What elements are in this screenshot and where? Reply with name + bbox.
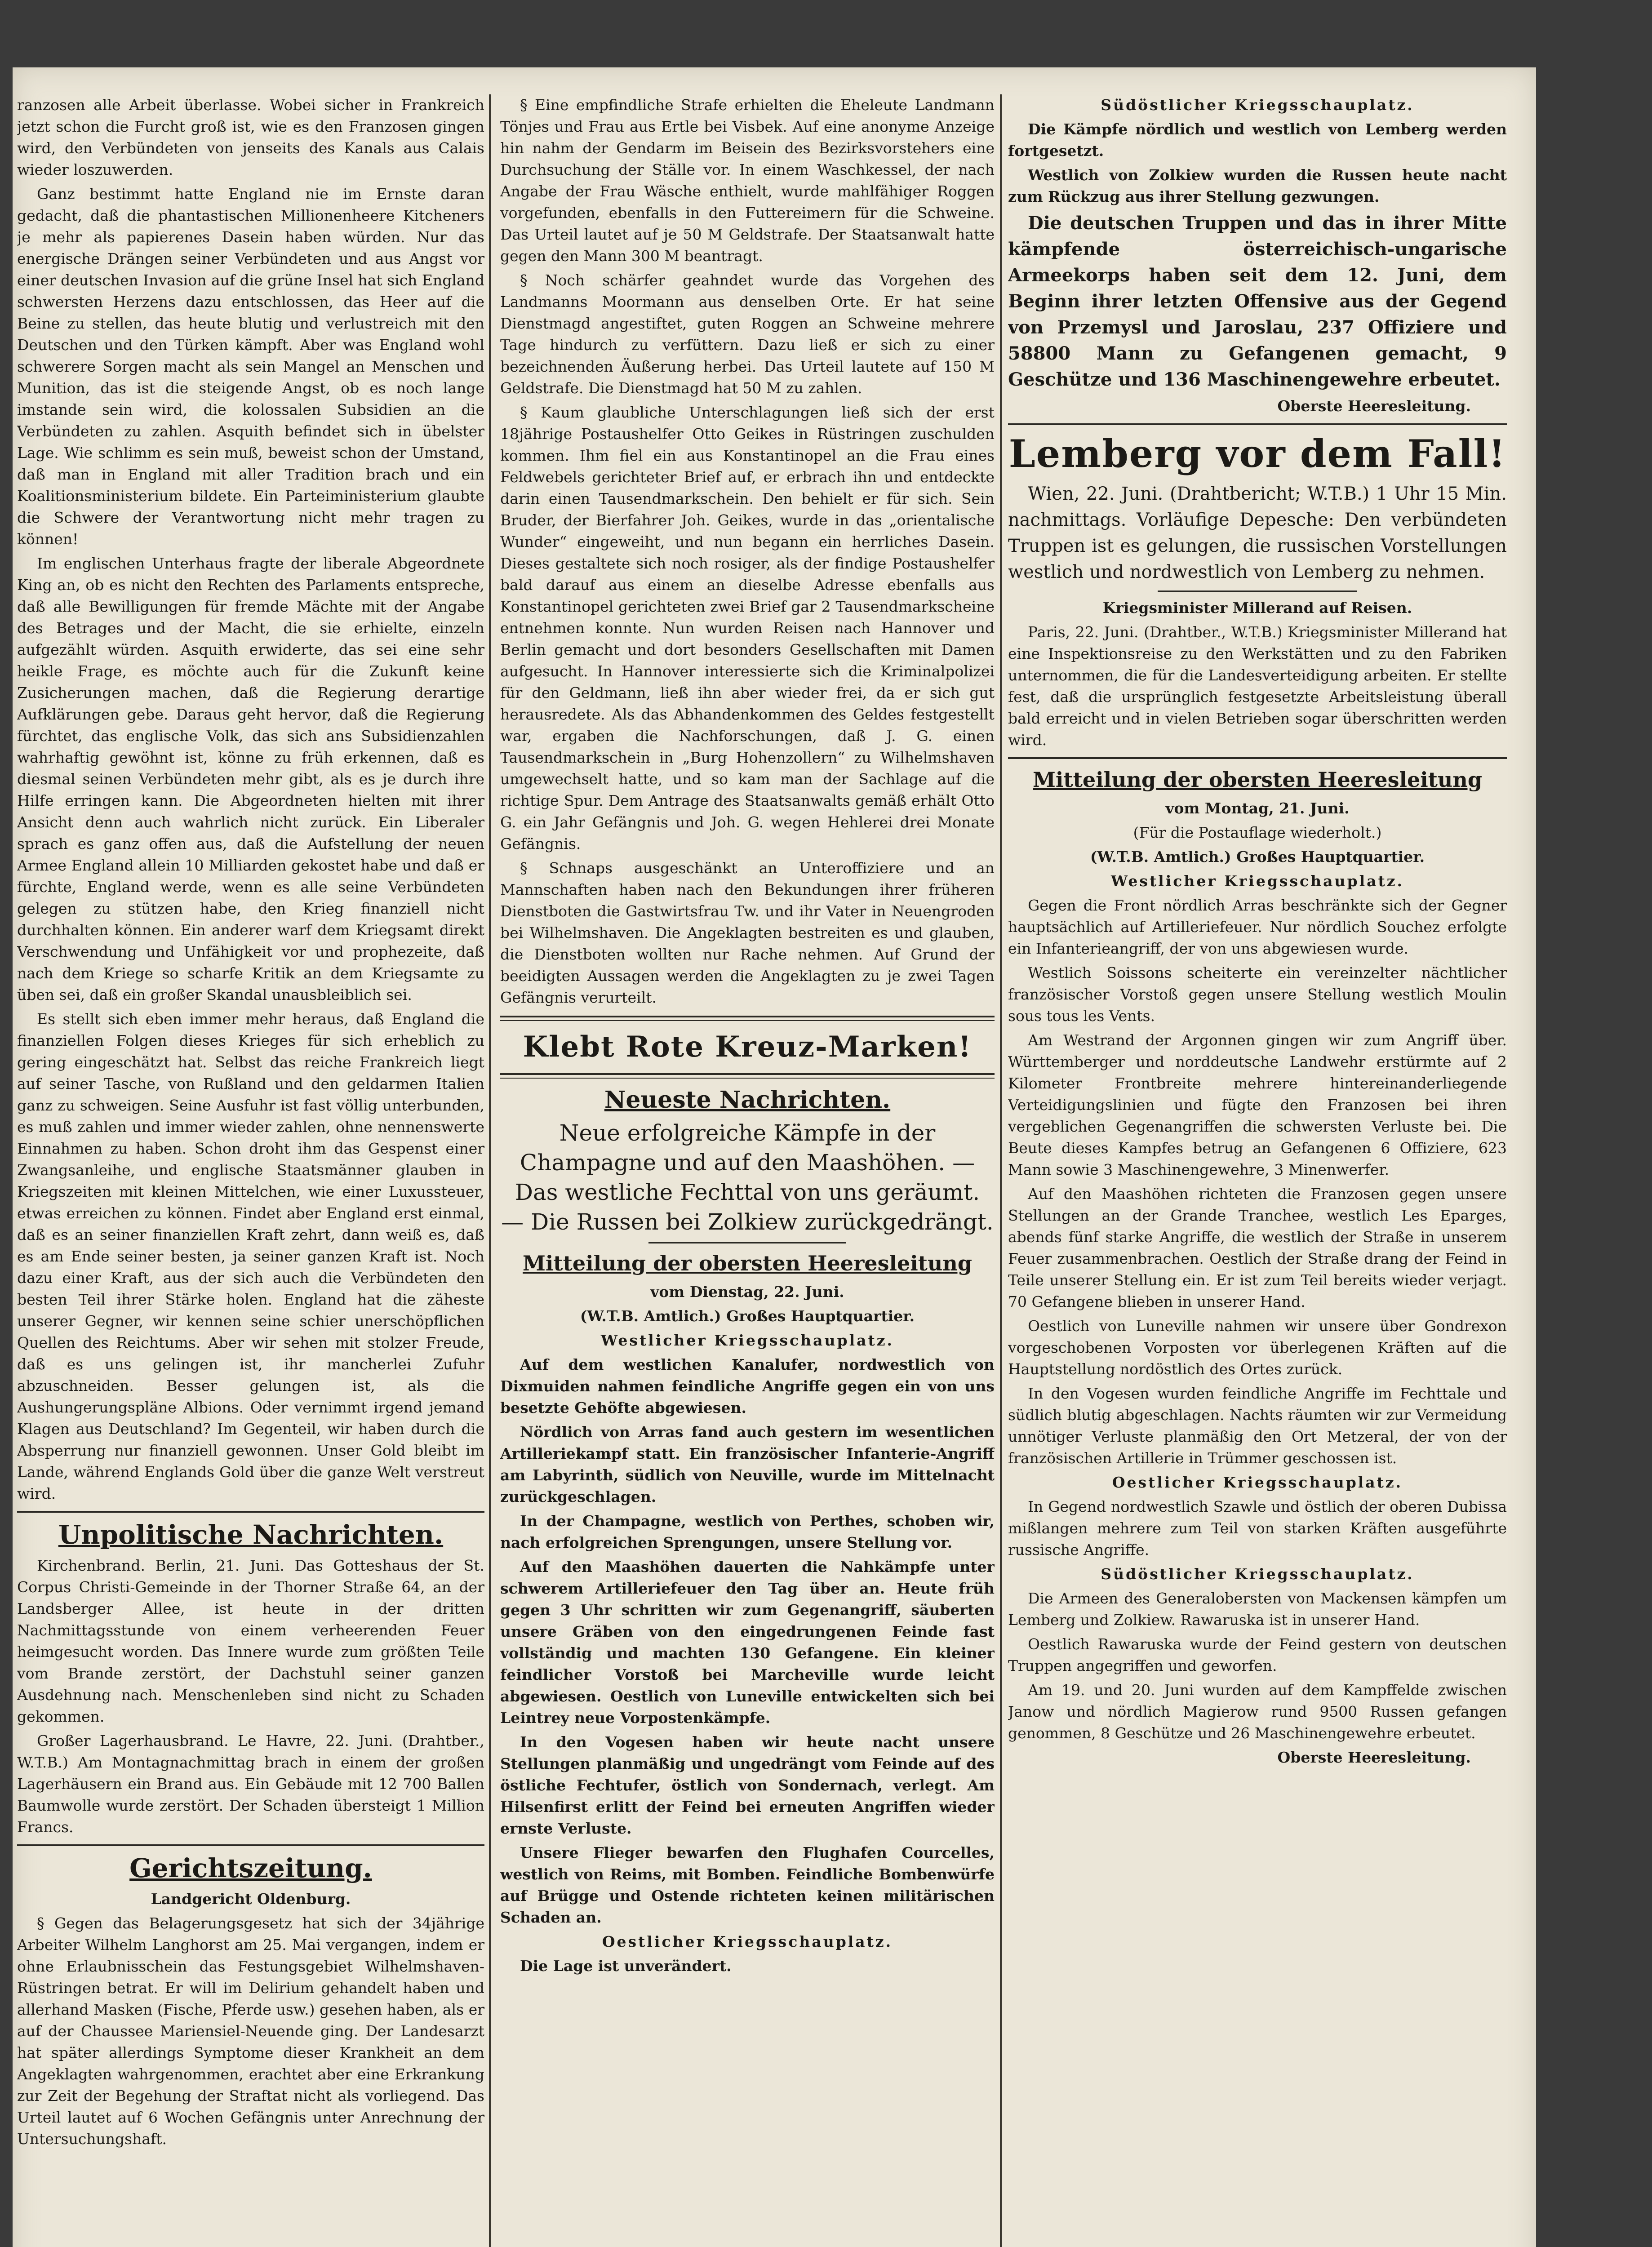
report-paragraph: Nördlich von Arras fand auch gestern im wesentlichen Artilleriekampf statt. Ein französischer Infanterie-Angriff am Labyrinth, südlich von Neuville, wurde im Mittelnacht zurückgeschlagen.	[500, 1423, 995, 1505]
article-paragraph: Im englischen Unterhaus fragte der liberale Abgeordnete King an, ob es nicht den Rechten des Parlaments entspreche, daß alle Bewilligungen für fremde Mächte mit der Angabe des Betrages und der Macht, die sie erhielte, einzeln aufgezählt würden. Asquith erwiderte, das sei eine sehr heikle Frage, es möchte auch für die Zukunft keine Zusicherungen machen, daß die Regierung derartige Aufklärungen gebe. Daraus geht hervor, daß die Regierung fürchtet, das englische Volk, das sich ans Subsidienzahlen wahrhaftig gewöhnt ist, könne zu früh erkennen, daß es diesmal seinen Verbündeten mehr gibt, als es je durch ihre Hilfe erringen kann. Die Abgeordneten hielten mit ihrer Ansicht denn auch wahrlich nicht zurück. Ein Liberaler sprach es ganz offen aus, daß die Aufstellung der neuen Armee England allein 10 Milliarden gekostet habe und daß er fürchte, England werde, wenn es alle seine Verbündeten gelegen zu stützen habe, den Krieg finanziell nicht durchhalten können. Ein anderer warf dem Kriegsamt direkt Verschwendung und Unfähigkeit vor und prophezeite, daß nach dem Kriege so scharfe Kritik an dem Kriegsamte zu üben sei, daß ein großer Skandal unausbleiblich sei.	[17, 555, 484, 1004]
column-rule	[489, 94, 491, 2247]
section-divider	[17, 1844, 484, 1846]
report-heading: Mitteilung der obersten Heeresleitung	[1033, 768, 1482, 792]
theater-heading: Westlicher Kriegsschauplatz.	[601, 1332, 894, 1349]
theater-heading: Südöstlicher Kriegsschauplatz.	[1101, 1565, 1414, 1583]
lemberg-headline: Lemberg vor dem Fall!	[1008, 431, 1506, 476]
section-divider	[1008, 423, 1507, 425]
latest-news-heading: Neueste Nachrichten.	[604, 1086, 891, 1114]
red-cross-banner: Klebt Rote Kreuz-Marken!	[523, 1030, 972, 1064]
report-highlight: Die deutschen Truppen und das in ihrer Mitte kämpfende österreichisch-ungarische Armeekorps haben seit dem 12. Juni, dem Beginn ihrer letzten Offensive aus der Gegend von Przemysl und Jaroslau, 237 Offiziere und 58800 Mann zu Gefangenen gemacht, 9 Geschütze und 136 Maschinengewehre erbeutet.	[1008, 213, 1507, 390]
section-divider	[1008, 757, 1507, 759]
court-report: § Gegen das Belagerungsgesetz hat sich der 34jährige Arbeiter Wilhelm Langhorst am 25. Mai vergangen, indem er ohne Erlaubnisschein das Festungsgebiet Wilhelmshaven-Rüstringen betrat. Er will im Delirium gehandelt haben und allerhand Masken (Fische, Pferde usw.) gesehen haben, als er auf der Chaussee Mariensiel-Neuende ging. Der Landesarzt hat später allerdings Symptome dieser Krankheit an dem Angeklagten wahrgenommen, erachtet aber eine Erkrankung zur Zeit der Begehung der Straftat nicht als vorliegend. Das Urteil lautet auf 6 Wochen Gefängnis unter Anrechnung der Untersuchungshaft.	[17, 1914, 484, 2148]
section-heading-gericht: Gerichtszeitung.	[129, 1853, 372, 1883]
sub-heading: Kriegsminister Millerand auf Reisen.	[1102, 599, 1412, 617]
article-paragraph: Ganz bestimmt hatte England nie im Ernste daran gedacht, daß die phantastischen Millionenheere Kitcheners je mehr als papierenes Dasein haben würden. Nur das energische Drängen seiner Verbündeten und aus Angst vor einer deutschen Invasion auf die grüne Insel hat sich England schwersten Herzens dazu entschlossen, das Heer auf die Beine zu stellen, das heute blutig und verlustreich mit den Deutschen und den Türken kämpft. Aber was England wohl schwerere Sorgen macht als sein Mangel an Menschen und Munition, das ist die steigende Angst, ob es noch lange imstande sein wird, die kolossalen Subsidien an die Verbündeten zu zahlen. Asquith befindet sich in übelster Lage. Wie schlimm es sein muß, beweist schon der Umstand, daß man in England mit aller Tradition brach und ein Koalitionsministerium bildete. Ein Parteiministerium glaubte die Schwere der Verantwortung nicht mehr tragen zu können!	[17, 185, 484, 548]
column-rule	[1000, 94, 1002, 2247]
report-source: (W.T.B. Amtlich.) Großes Hauptquartier.	[1090, 848, 1425, 866]
report-paragraph: In den Vogesen haben wir heute nacht unsere Stellungen planmäßig und ungedrängt vom Feinde auf des östliche Fechtufer, östlich von Sondernach, verlegt. Am Hilsenfirst erlitt der Feind bei erneuten Angriffen wieder ernste Verluste.	[500, 1733, 995, 1837]
theater-heading: Westlicher Kriegsschauplatz.	[1111, 872, 1404, 890]
court-report: § Schnaps ausgeschänkt an Unteroffiziere und an Mannschaften haben nach den Bekundungen ihrer früheren Dienstboten die Gastwirtsfrau Tw. und ihr Vater in Neuengroden bei Wilhelmshaven. Die Angeklagten bestreiten es und glauben, die Dienstboten wollten nur Rache nehmen. Auf Grund der beeidigten Aussagen werden die Angeklagten zu je zwei Tagen Gefängnis verurteilt.	[500, 859, 995, 1006]
banner-rule	[500, 1016, 995, 1021]
report-paragraph: Am Westrand der Argonnen gingen wir zum Angriff über. Württemberger und norddeutsche Landwehr erstürmte auf 2 Kilometer Frontbreite mehrere hintereinanderliegende Verteidigungslinien und fügte den Franzosen bei ihren vergeblichen Gegenangriffen die schwersten Verluste bei. Die Beute dieses Kampfes betrug an Gefangenen 6 Offiziere, 623 Mann sowie 3 Maschinengewehre, 3 Minenwerfer.	[1008, 1031, 1507, 1178]
report-paragraph: Westlich von Zolkiew wurden die Russen heute nacht zum Rückzug aus ihrer Stellung gezwungen.	[1008, 166, 1507, 205]
news-item: Kirchenbrand. Berlin, 21. Juni. Das Gotteshaus der St. Corpus Christi-Gemeinde in der Thorner Straße 64, an der Landsberger Allee, ist heute in der dritten Nachmittagsstunde von einem verheerenden Feuer heimgesucht worden. Das Innere wurde zum größten Teile vom Brande zerstört, der Dachstuhl seiner ganzen Ausdehnung nach. Menschenleben sind nicht zu Schaden gekommen.	[17, 1557, 484, 1725]
theater-heading: Oestlicher Kriegsschauplatz.	[602, 1933, 893, 1950]
court-report: § Noch schärfer geahndet wurde das Vorgehen des Landmanns Moormann aus denselben Orte. Er hat seine Dienstmagd angestiftet, guten Roggen an Schweine mehrere Tage hindurch zu verfüttern. Dazu ließ er sich zu einer bezeichnenden Äußerung herbei. Das Urteil lautete auf 150 M Geldstrafe. Die Dienstmagd hat 50 M zu zahlen.	[500, 271, 995, 397]
court-report: § Eine empfindliche Strafe erhielten die Eheleute Landmann Tönjes und Frau aus Ertle bei Visbek. Auf eine anonyme Anzeige hin nahm der Gendarm im Beisein des Bezirksvorstehers eine Durchsuchung der Ställe vor. In einem Waschkessel, der nach Angabe der Frau Wäsche enthielt, wurde mahlfähiger Roggen vorgefunden, ebenfalls in den Futtereimern für die Schweine. Das Urteil lautet auf je 50 M Geldstrafe. Der Staatsanwalt hatte gegen den Mann 300 M beantragt.	[500, 96, 995, 265]
report-paragraph: Die Kämpfe nördlich und westlich von Lemberg werden fortgesetzt.	[1008, 120, 1507, 160]
column-left	[17, 94, 484, 2247]
news-item: Großer Lagerhausbrand. Le Havre, 22. Juni. (Drahtber., W.T.B.) Am Montagnachmittag brach in einem der großen Lagerhäusern ein Brand aus. Ein Gebäude mit 12 700 Ballen Baumwolle wurde zerstört. Der Schaden übersteigt 1 Million Francs.	[17, 1732, 484, 1836]
column-right	[1008, 94, 1507, 2247]
theater-heading: Oestlicher Kriegsschauplatz.	[1112, 1474, 1403, 1491]
signature: Oberste Heeresleitung.	[1277, 1749, 1471, 1766]
report-paragraph: In der Champagne, westlich von Perthes, schoben wir, nach erfolgreichen Sprengungen, unsere Stellung vor.	[500, 1512, 995, 1551]
section-heading-unpolitisch: Unpolitische Nachrichten.	[58, 1519, 444, 1550]
sub-heading: Landgericht Oldenburg.	[151, 1890, 351, 1908]
theater-heading: Südöstlicher Kriegsschauplatz.	[1101, 96, 1414, 114]
banner-rule	[500, 1073, 995, 1079]
divider	[648, 1242, 846, 1243]
report-paragraph: Auf den Maashöhen dauerten die Nahkämpfe unter schwerem Artilleriefeuer den Tag über an. Heute früh gegen 3 Uhr schritten wir zum Gegenangriff, säuberten unsere Gräben von den eingedrungenen Feinde fast vollständig und machten 130 Gefangene. Ein kleiner feindlicher Vorstoß bei Marcheville wurde leicht abgewiesen. Oestlich von Luneville entwickelten sich bei Leintrey neue Vorpostenkämpfe.	[500, 1558, 995, 1727]
report-paragraph: Gegen die Front nördlich Arras beschränkte sich der Gegner hauptsächlich auf Artilleriefeuer. Nur nördlich Souchez erfolgte ein Infanterieangriff, der von uns abgewiesen wurde.	[1008, 897, 1507, 957]
report-date: vom Dienstag, 22. Juni.	[650, 1283, 844, 1301]
divider	[1158, 591, 1357, 592]
report-paragraph: Oestlich von Luneville nahmen wir unsere über Gondrexon vorgeschobenen Vorposten vor überlegenen Kräften auf die Hauptstellung nordöstlich des Ortes zurück.	[1008, 1317, 1507, 1378]
news-item: Wien, 22. Juni. (Drahtbericht; W.T.B.) 1 Uhr 15 Min. nachmittags. Vorläufige Depesche: Den verbündeten Truppen ist es gelungen, die russischen Vorstellungen westlich und nordwestlich von Lemberg zu nehmen.	[1008, 484, 1507, 582]
article-paragraph: ranzosen alle Arbeit überlasse. Wobei sicher in Frankreich jetzt schon die Furcht groß ist, wie es den Franzosen gingen wird, den Verbündeten von jenseits des Kanals aus Calais wieder loszuwerden.	[17, 96, 484, 178]
report-paragraph: In den Vogesen wurden feindliche Angriffe im Fechttale und südlich blutig abgeschlagen. Nachts räumten wir zur Vermeidung unnötiger Verluste planmäßig den Ort Metzeral, der von der französischen Artillerie in Trümmer geschossen ist.	[1008, 1385, 1507, 1467]
report-paragraph: Die Armeen des Generalobersten von Mackensen kämpfen um Lemberg und Zolkiew. Rawaruska ist in unserer Hand.	[1008, 1590, 1507, 1629]
signature: Oberste Heeresleitung.	[1277, 397, 1471, 415]
column-middle	[500, 94, 995, 2247]
report-paragraph: Die Lage ist unverändert.	[520, 1957, 732, 1975]
report-paragraph: Unsere Flieger bewarfen den Flughafen Courcelles, westlich von Reims, mit Bomben. Feindliche Bombenwürfe auf Brügge und Ostende richteten keinen militärischen Schaden an.	[500, 1844, 995, 1926]
article-paragraph: Es stellt sich eben immer mehr heraus, daß England die finanziellen Folgen dieses Krieges für sich erheblich zu gering eingeschätzt hat. Selbst das reiche Frankreich liegt auf seiner Tasche, von Rußland und den geldarmen Italien ganz zu schweigen. Seine Ausfuhr ist fast völlig unterbunden, es muß zahlen und immer wieder zahlen, ohne nennenswerte Einnahmen zu haben. Schon droht ihm das Gespenst einer Zwangsanleihe, und englische Staatsmänner glauben in Kriegszeiten mit kleinen Mittelchen, wie einer Luxussteuer, etwas erreichen zu können. Findet aber England erst einmal, daß es an seiner finanziellen Kraft zehrt, dann weiß es, daß es am Ende seiner besten, ja seiner ganzen Kraft ist. Noch dazu einer Kraft, aus der sich auch die Verbündeten den besten Teil ihrer Stärke holen. England hat die zäheste unserer Gegner, wir kennen seine schier unerschöpflichen Quellen des Reichtums. Aber wir sehen mit stolzer Freude, daß es uns gelingen ist, ihr mancherlei Zufuhr abzuschneiden. Besser gelungen ist, als die Aushungerungspläne Albions. Oder vernimmt irgend jemand Klagen aus Deutschland? Im Gegenteil, wir haben durch die Absperrung nur finanziell gewonnen. Unser Gold bleibt im Lande, während Englands Gold über die ganze Welt verstreut wird.	[17, 1010, 484, 1502]
court-report: § Kaum glaubliche Unterschlagungen ließ sich der erst 18jährige Postaushelfer Otto Geikes in Rüstringen zuschulden kommen. Ihm fiel ein aus Konstantinopel an die Frau eines Feldwebels gerichteter Brief auf, er erbrach ihn und entdeckte darin einen Tausendmarkschein. Den behielt er für sich. Sein Bruder, der Bierfahrer Joh. Geikes, wurde in das „orientalische Wunder“ eingeweiht, und nun begann ein herrliches Dasein. Dieses gestaltete sich noch rosiger, als der findige Postaushelfer bald darauf aus einem an dieselbe Adresse ebenfalls aus Konstantinopel gerichteten zwei Brief gar 2 Tausendmarkscheine entnehmen konnte. Nun wurden Reisen nach Hannover und Berlin gemacht und dort besonders Gesellschaften mit Damen aufgesucht. In Hannover interessierte sich die Kriminalpolizei für den Geldmann, ließ ihn aber wieder frei, da er sich gut herausredete. Als das Abhandenkommen des Geldes festgestellt war, ergaben die Nachforschungen, daß J. G. einen Tausendmarkschein in „Burg Hohenzollern“ zu Wilhelmshaven umgewechselt hatte, und so kam man der Sachlage auf die richtige Spur. Dem Antrage des Staatsanwalts gemäß erhält Otto G. ein Jahr Gefängnis und Joh. G. wegen Hehlerei drei Monate Gefängnis.	[500, 404, 995, 853]
report-paragraph: In Gegend nordwestlich Szawle und östlich der oberen Dubissa mißlangen mehrere zum Teil von starken Kräften ausgeführte russische Angriffe.	[1008, 1498, 1507, 1559]
report-paragraph: Oestlich Rawaruska wurde der Feind gestern von deutschen Truppen angegriffen und geworfen.	[1008, 1635, 1507, 1674]
report-source: (W.T.B. Amtlich.) Großes Hauptquartier.	[580, 1307, 915, 1325]
news-headline: Neue erfolgreiche Kämpfe in der Champagne und auf den Maashöhen. — Das westliche Fechttal von uns geräumt. — Die Russen bei Zolkiew zurückgedrängt.	[501, 1120, 994, 1235]
report-paragraph: Auf den Maashöhen richteten die Franzosen gegen unsere Stellungen an der Grande Tranchee, westlich Les Eparges, abends fünf starke Angriffe, die westlich der Straße in unserem Feuer zusammenbrachen. Oestlich der Straße drang der Feind in Teile unserer Stellung ein. Er ist zum Teil bereits wieder verjagt. 70 Gefangene blieben in unserer Hand.	[1008, 1185, 1507, 1310]
report-paragraph: Westlich Soissons scheiterte ein vereinzelter nächtlicher französischer Vorstoß gegen unsere Stellung westlich Moulin sous tous les Vents.	[1008, 964, 1507, 1025]
section-divider	[17, 1511, 484, 1513]
report-paragraph: Auf dem westlichen Kanalufer, nordwestlich von Dixmuiden nahmen feindliche Angriffe gegen ein von uns besetzte Gehöfte abgewiesen.	[500, 1356, 995, 1417]
news-item: Paris, 22. Juni. (Drahtber., W.T.B.) Kriegsminister Millerand hat eine Inspektionsreise zu den Werkstätten und zu den Fabriken unternommen, die für die Landesverteidigung arbeiten. Er stellte fest, daß die ursprünglich festgesetzte Arbeitsleistung überall bald erreicht und in vielen Betrieben sogar überschritten werden wird.	[1008, 623, 1507, 749]
newspaper-page	[13, 67, 1536, 2247]
report-paragraph: Am 19. und 20. Juni wurden auf dem Kampffelde zwischen Janow und nördlich Magierow rund 9500 Russen gefangen genommen, 8 Geschütze und 26 Maschinengewehre erbeutet.	[1008, 1681, 1507, 1742]
report-note: (Für die Postauflage wiederholt.)	[1133, 824, 1382, 841]
report-heading: Mitteilung der obersten Heeresleitung	[523, 1251, 972, 1275]
report-date: vom Montag, 21. Juni.	[1165, 799, 1350, 817]
